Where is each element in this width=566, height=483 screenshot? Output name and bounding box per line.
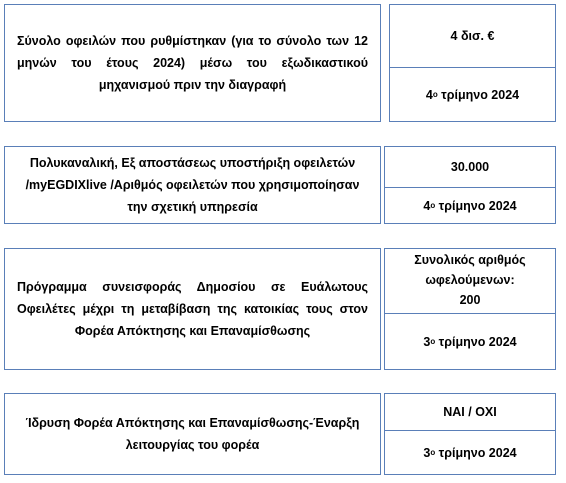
- row-3-value-box: [384, 248, 556, 370]
- row-4-quarter-num: 3: [423, 446, 431, 460]
- row-1-value-box: [389, 4, 556, 122]
- row-3-quarter-num: 3: [423, 335, 431, 349]
- row-3-description-box: [4, 248, 381, 370]
- row-3-value-line-3: 200: [459, 293, 481, 307]
- row-2-description: Πολυκαναλική, Εξ αποστάσεως υποστήριξη οφειλετών /myEGDIXlive /Αριθμός οφειλετών που χρησιμοποίησαν την σχετική υπηρεσία: [25, 156, 360, 214]
- row-3-quarter-text: τρίμηνο 2024: [435, 335, 517, 349]
- row-3-value-line-2: ωφελούμενων:: [425, 273, 515, 287]
- row-1-quarter-text: τρίμηνο 2024: [437, 88, 520, 102]
- row-1-quarter-num: 4: [425, 88, 433, 102]
- row-3-description: Πρόγραμμα συνεισφοράς Δημοσίου σε Ευάλωτους Οφειλέτες μέχρι τη μεταβίβαση της κατοικίας τους στον Φορέα Απόκτησης και Επαναμίσθωσης: [17, 280, 368, 338]
- row-4-quarter: 3 ο τρίμηνο 2024: [385, 431, 555, 475]
- row-4-description: Ίδρυση Φορέα Απόκτησης και Επαναμίσθωσης-Έναρξη λειτουργίας του φορέα: [25, 416, 360, 452]
- row-4-description-box: [4, 393, 381, 475]
- row-4-value-box: [384, 393, 556, 475]
- row-4-quarter-text: τρίμηνο 2024: [435, 446, 517, 460]
- row-1-quarter: 4 ο τρίμηνο 2024: [390, 68, 555, 122]
- row-2-quarter: 4 ο τρίμηνο 2024: [385, 188, 555, 224]
- row-3-value-line-1: Συνολικός αριθμός: [414, 253, 526, 267]
- row-1-description-box: [4, 4, 381, 122]
- row-3-value: [385, 249, 555, 311]
- row-3-quarter: 3 ο τρίμηνο 2024: [385, 314, 555, 370]
- row-1-value: 4 δισ. €: [450, 29, 495, 43]
- row-2-description-box: [4, 146, 381, 224]
- row-2-value: 30.000: [450, 160, 490, 174]
- row-2-quarter-text: τρίμηνο 2024: [435, 199, 517, 213]
- row-2-quarter-num: 4: [423, 199, 431, 213]
- row-1-description: Σύνολο οφειλών που ρυθμίστηκαν (για το σύνολο των 12 μηνών του έτους 2024) μέσω του εξωδικαστικού μηχανισμού πριν την διαγραφή: [17, 34, 368, 92]
- row-2-value-box: [384, 146, 556, 224]
- row-4-value: ΝΑΙ / ΟΧΙ: [443, 405, 497, 419]
